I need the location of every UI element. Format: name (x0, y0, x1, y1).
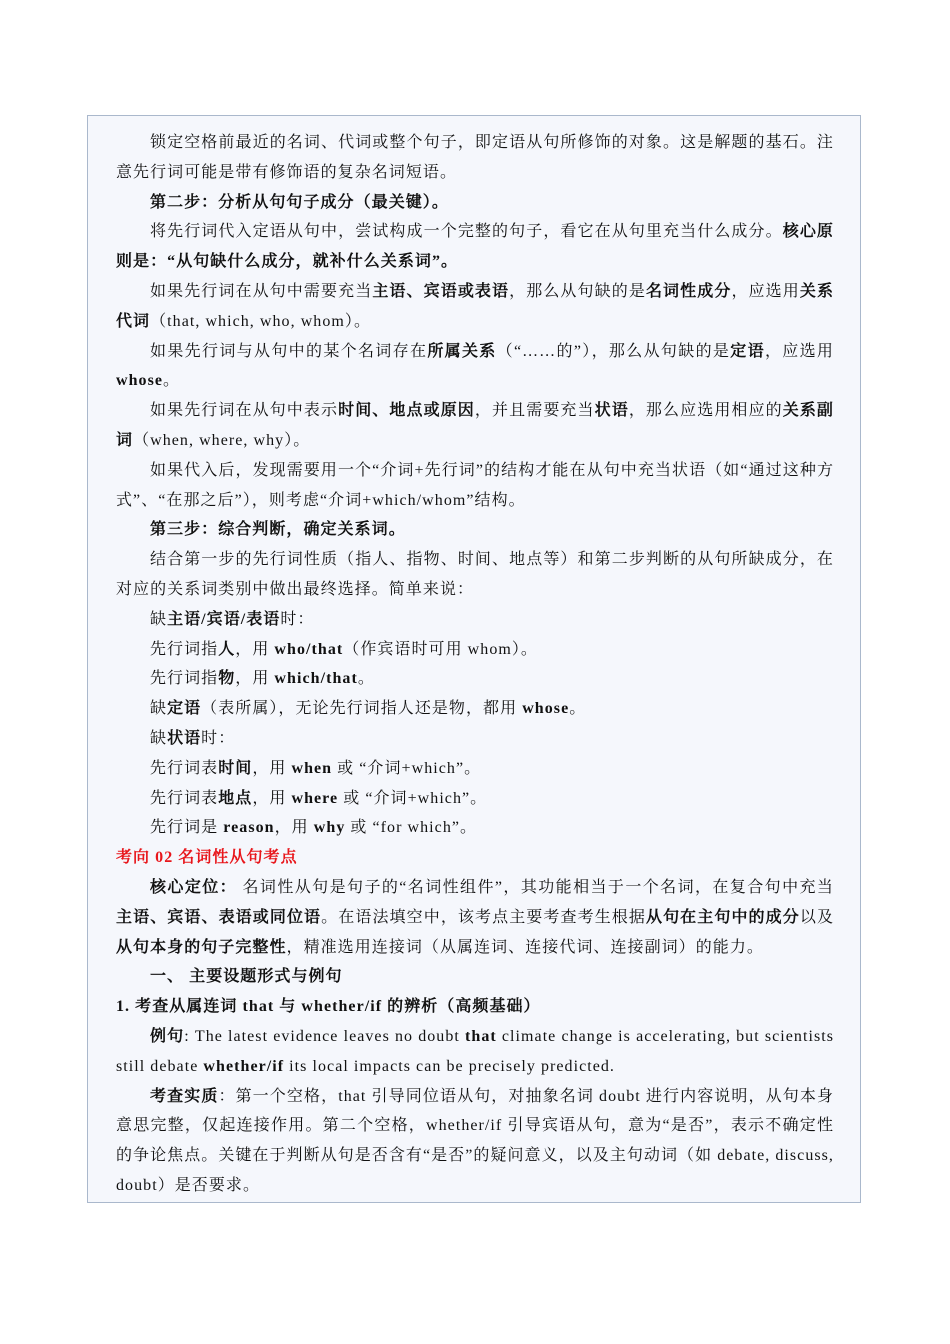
text: 。 (569, 700, 587, 718)
text: 先行词表 (150, 759, 219, 777)
text: 如果先行词在从句中需要充当 (150, 282, 373, 300)
bold-text: 一、 主要设题形式与例句 (150, 968, 343, 986)
bold-text: which/that (274, 670, 358, 688)
bold-text: 主语、宾语或表语 (372, 282, 510, 300)
text: ，应选用 (731, 282, 800, 300)
text: 考向 02 名词性从句考点 (116, 849, 298, 867)
text: ，那么应选用相应的 (628, 402, 783, 420)
bold-text: 地点 (218, 789, 253, 807)
text: ，并且需要充当 (474, 402, 595, 420)
bold-text: whose (522, 700, 570, 718)
bold-text: 从句本身的句子完整性 (116, 938, 287, 956)
text: 结合第一步的先行词性质（指人、指物、时间、地点等）和第二步判断的从句所缺成分，在对应的关系词类别中做出最终选择。简单来说： (116, 551, 834, 598)
text: 先行词指 (150, 640, 219, 658)
bold-text: 时间 (218, 759, 253, 777)
bold-text: 核心原则是：“从句缺什么成分，就补什么关系词”。 (116, 223, 834, 271)
paragraph (116, 962, 834, 992)
text: 。在语法填空中，该考点主要考查考生根据 (321, 908, 646, 926)
paragraph (116, 277, 834, 337)
bold-text: 状语 (594, 402, 629, 420)
paragraph (116, 456, 834, 516)
text: （“……的”），那么从句缺的是 (496, 342, 731, 360)
text: 先行词是 (150, 819, 224, 837)
text: 如果代入后，发现需要用一个“介词+先行词”的结构才能在从句中充当状语（如“通过这种方式”、“在那之后”），则考虑“介词+which/whom”结构。 (116, 461, 834, 509)
bold-text: 名词性成分 (645, 282, 732, 300)
text: ，用 (252, 759, 292, 777)
bold-text: that (465, 1027, 497, 1045)
paragraph (116, 813, 834, 843)
paragraph (116, 396, 834, 456)
bold-text: 例句 (150, 1027, 185, 1045)
bold-text: 第二步：分析从句句子成分（最关键）。 (150, 193, 449, 211)
paragraph (116, 217, 834, 277)
text: 缺 (150, 610, 168, 628)
text: : The latest evidence leaves no doubt (184, 1027, 466, 1045)
text: ，应选用 (764, 342, 834, 360)
paragraph (116, 873, 834, 962)
paragraph (116, 337, 834, 397)
bold-text: whose (116, 372, 164, 390)
paragraph (116, 635, 834, 665)
text: ，精准选用连接词（从属连词、连接代词、连接副词）的能力。 (286, 938, 764, 956)
content-box (87, 115, 861, 1203)
section-heading (116, 843, 834, 873)
bold-text: whether/if (203, 1057, 285, 1075)
text: 。 (357, 670, 375, 688)
bold-text: 定语 (167, 700, 202, 718)
bold-text: 状语 (167, 729, 202, 747)
text: 名词性从句是句子的“名词性组件”，其功能相当于一个名词，在复合句中充当 (237, 878, 834, 896)
paragraph (116, 992, 834, 1022)
text: （表所属），无论先行词指人还是物，都用 (201, 700, 523, 718)
bold-text: 时间、地点或原因 (338, 402, 475, 420)
paragraph (116, 784, 834, 814)
text: ，用 (274, 819, 314, 837)
bold-text: 第三步：综合判断，确定关系词。 (150, 521, 406, 539)
paragraph (116, 605, 834, 635)
bold-text: 人 (218, 640, 236, 658)
paragraph (116, 754, 834, 784)
bold-text: 1. 考查从属连词 that 与 whether/if 的辨析（高频基础） (116, 998, 541, 1016)
text: 或 “介词+which”。 (338, 789, 488, 807)
text: 。 (163, 372, 181, 390)
bold-text: reason (223, 819, 275, 837)
text: 或 “介词+which”。 (332, 759, 482, 777)
text: 如果先行词在从句中表示 (150, 402, 339, 420)
text: ，那么从句缺的是 (509, 282, 646, 300)
text: ，用 (252, 789, 292, 807)
bold-text: when (291, 759, 333, 777)
bold-text: who/that (274, 640, 344, 658)
bold-text: 考查实质 (150, 1087, 219, 1105)
text: 先行词指 (150, 670, 219, 688)
paragraph (116, 1022, 834, 1082)
bold-text: 物 (218, 670, 236, 688)
bold-text: 所属关系 (427, 342, 497, 360)
bold-text: 主语/宾语/表语 (167, 610, 281, 628)
text: 锁定空格前最近的名词、代词或整个句子，即定语从句所修饰的对象。这是解题的基石。注意先行词可能是带有修饰语的复杂名词短语。 (116, 134, 834, 181)
text: 时： (280, 610, 315, 628)
text: its local impacts can be precisely predicted. (284, 1057, 615, 1075)
text: 先行词表 (150, 789, 219, 807)
paragraph (116, 128, 834, 188)
text: （when, where, why）。 (133, 431, 311, 449)
paragraph (116, 724, 834, 754)
text: ，用 (235, 670, 275, 688)
text: ，用 (235, 640, 275, 658)
text: 以及 (799, 908, 835, 926)
paragraph (116, 188, 834, 218)
text: 缺 (150, 700, 168, 718)
bold-text: 关系副词 (116, 402, 834, 449)
paragraph (116, 515, 834, 545)
bold-text: where (291, 789, 339, 807)
bold-text: why (313, 819, 346, 837)
text: 将先行词代入定语从句中，尝试构成一个完整的句子，看它在从句里充当什么成分。 (150, 223, 783, 241)
text: ：第一个空格，that 引导同位语从句，对抽象名词 doubt 进行内容说明，从句本身意思完整，仅起连接作用。第二个空格，whether/if 引导宾语从句，意为“是否”，表示不确定性的争论焦点。关键在于判断从句是否含有“是否”的疑问意义，以及主句动词（如 debate, discuss, doubt）是否要求。 (116, 1087, 835, 1194)
text: 如果先行词与从句中的某个名词存在 (150, 342, 428, 360)
text: climate change is accelerating, but scientists still debate (116, 1027, 835, 1075)
bold-text: 定语 (730, 342, 765, 360)
paragraph (116, 1082, 834, 1201)
paragraph (116, 664, 834, 694)
paragraph (116, 545, 834, 605)
bold-text: 核心定位： (150, 878, 238, 896)
bold-text: 主语、宾语、表语或同位语 (116, 908, 322, 926)
paragraph (116, 694, 834, 724)
bold-text: 关系代词 (116, 282, 835, 330)
text: 缺 (150, 729, 168, 747)
text: 时： (201, 729, 236, 747)
text: （作宾语时可用 whom）。 (343, 640, 538, 658)
text: （that, which, who, whom）。 (150, 312, 372, 330)
text: 或 “for which”。 (345, 819, 478, 837)
bold-text: 从句在主句中的成分 (645, 908, 800, 926)
